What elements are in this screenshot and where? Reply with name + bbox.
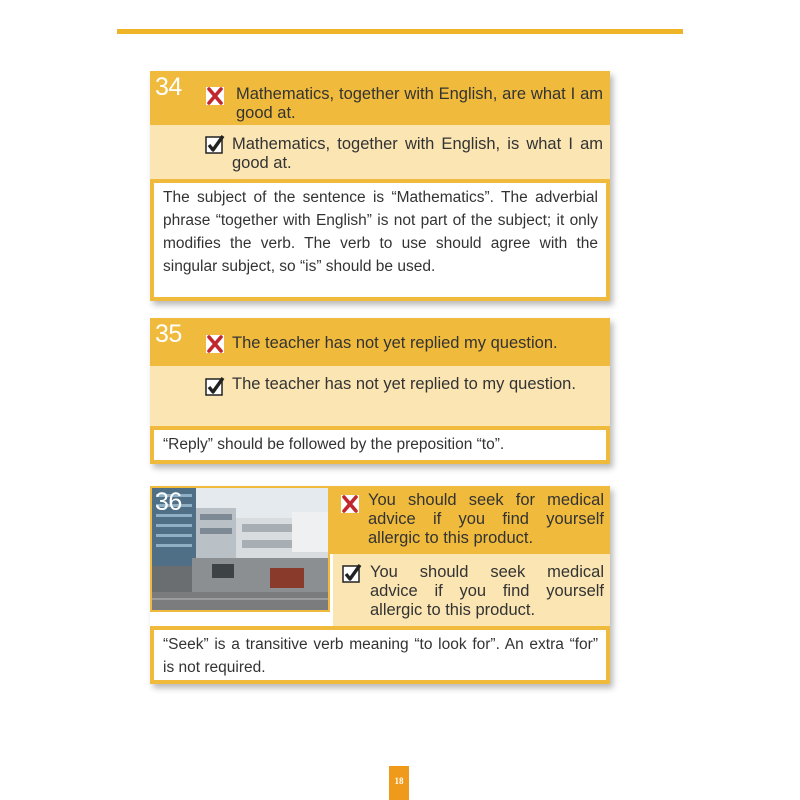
explanation: “Seek” is a transitive verb meaning “to look for”. An extra “for” is not required.	[150, 626, 610, 684]
check-mark-icon	[342, 564, 362, 584]
incorrect-row	[150, 318, 610, 366]
top-rule	[117, 29, 683, 34]
cross-mark-icon	[205, 334, 225, 354]
incorrect-sentence: Mathematics, together with English, are what I am good at.	[236, 85, 603, 122]
incorrect-sentence: The teacher has not yet replied my question.	[232, 334, 558, 352]
correct-sentence: The teacher has not yet replied to my question.	[232, 375, 576, 393]
correct-sentence: Mathematics, together with English, is what I am good at.	[232, 135, 603, 172]
cross-mark-icon	[205, 86, 225, 106]
item-number: 34	[155, 73, 182, 101]
item-number: 35	[155, 320, 182, 348]
correct-row	[150, 366, 610, 426]
explanation: The subject of the sentence is “Mathematics”. The adverbial phrase “together with English” is not part of the subject; it only modifies the verb. The verb to use should agree with the singular subject, so “is” should be used.	[150, 179, 610, 301]
cross-mark-icon	[340, 494, 360, 514]
correct-row	[150, 125, 610, 179]
correct-row	[333, 554, 610, 626]
incorrect-row	[150, 71, 610, 125]
incorrect-sentence: You should seek for medical advice if you find yourself allergic to this product.	[368, 491, 604, 547]
check-mark-icon	[205, 377, 225, 397]
check-mark-icon	[205, 135, 225, 155]
explanation: “Reply” should be followed by the preposition “to”.	[150, 426, 610, 464]
correction-card-34	[150, 71, 610, 301]
correction-card-35	[150, 318, 610, 464]
correct-sentence: You should seek medical advice if you find yourself allergic to this product.	[370, 563, 604, 619]
correction-card-36	[150, 486, 610, 684]
item-number: 36	[155, 488, 182, 516]
page-number: 18	[389, 766, 409, 800]
